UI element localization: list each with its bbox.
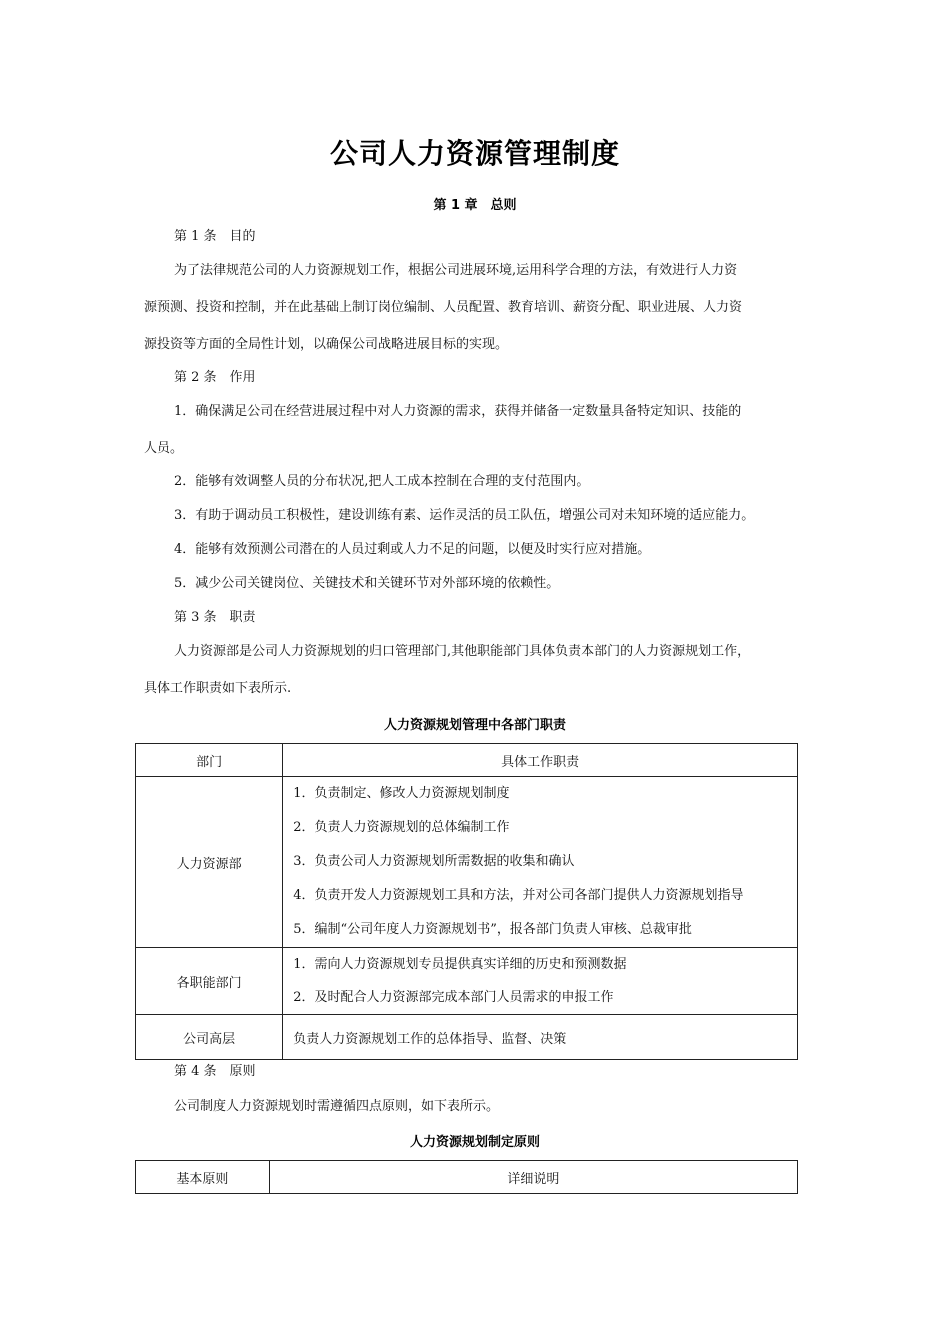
article-3-line-1: 人力资源部是公司人力资源规划的归口管理部门,其他职能部门具体负责本部门的人力资源规划工作，	[174, 644, 751, 659]
header-principle: 基本原则	[136, 1161, 270, 1194]
department-duties-table	[135, 743, 798, 1060]
duties-cell: 负责人力资源规划工作的总体指导、监督、决策	[283, 1015, 798, 1060]
article-4-line-1: 公司制度人力资源规划时需遵循四点原则，如下表所示。	[174, 1099, 500, 1114]
table-row	[136, 948, 798, 1015]
header-department: 部门	[136, 744, 283, 777]
article-1-line-2: 源预测、投资和控制，并在此基础上制订岗位编制、人员配置、教育培训、薪资分配、职业进展、人力资	[144, 300, 743, 315]
article-2-heading: 第 2 条 作用	[174, 370, 256, 385]
duty-item: 1．负责制定、修改人力资源规划制度	[293, 786, 510, 801]
duty-item: 3．负责公司人力资源规划所需数据的收集和确认	[293, 854, 575, 869]
table-row	[136, 1015, 798, 1060]
duty-item: 5．编制“公司年度人力资源规划书”，报各部门负责人审核、总裁审批	[293, 922, 692, 937]
table-2-caption: 人力资源规划制定原则	[409, 1135, 540, 1150]
header-details: 详细说明	[269, 1161, 797, 1194]
table-header-row	[136, 744, 798, 777]
article-2-item-1-cont: 人员。	[144, 441, 184, 456]
duty-item: 1．需向人力资源规划专员提供真实详细的历史和预测数据	[293, 957, 627, 972]
article-2-item-1: 1．确保满足公司在经营进展过程中对人力资源的需求，获得并储备一定数量具备特定知识、技能的	[174, 404, 742, 419]
document-title: 公司人力资源管理制度	[329, 137, 620, 170]
department-cell: 公司高层	[136, 1015, 283, 1060]
article-3-line-2: 具体工作职责如下表所示.	[144, 681, 292, 696]
principles-table	[135, 1160, 798, 1194]
article-2-item-5: 5．减少公司关键岗位、关键技术和关键环节对外部环境的依赖性。	[174, 576, 560, 591]
article-1-heading: 第 1 条 目的	[174, 229, 256, 244]
department-cell: 各职能部门	[136, 948, 283, 1015]
article-1-line-1: 为了法律规范公司的人力资源规划工作，根据公司进展环境,运用科学合理的方法，有效进行人力资	[174, 263, 738, 278]
duty-item: 4．负责开发人力资源规划工具和方法，并对公司各部门提供人力资源规划指导	[293, 888, 744, 903]
duty-item: 2．及时配合人力资源部完成本部门人员需求的申报工作	[293, 990, 614, 1005]
article-2-item-4: 4．能够有效预测公司潜在的人员过剩或人力不足的问题，以便及时实行应对措施。	[174, 542, 651, 557]
duty-item: 2．负责人力资源规划的总体编制工作	[293, 820, 510, 835]
article-1-line-3: 源投资等方面的全局性计划，以确保公司战略进展目标的实现。	[144, 337, 509, 352]
duties-cell	[283, 948, 798, 1015]
chapter-heading: 第 1 章 总则	[433, 198, 517, 213]
article-3-heading: 第 3 条 职责	[174, 610, 256, 625]
article-4-heading: 第 4 条 原则	[174, 1064, 256, 1079]
department-cell: 人力资源部	[136, 777, 283, 948]
article-2-item-3: 3．有助于调动员工积极性，建设训练有素、运作灵活的员工队伍，增强公司对未知环境的适应能力。	[174, 508, 755, 523]
table-1-caption: 人力资源规划管理中各部门职责	[383, 718, 566, 733]
article-2-item-2: 2．能够有效调整人员的分布状况,把人工成本控制在合理的支付范围内。	[174, 474, 590, 489]
duties-cell	[283, 777, 798, 948]
header-duties: 具体工作职责	[283, 744, 798, 777]
table-header-row	[136, 1161, 798, 1194]
table-row	[136, 777, 798, 948]
